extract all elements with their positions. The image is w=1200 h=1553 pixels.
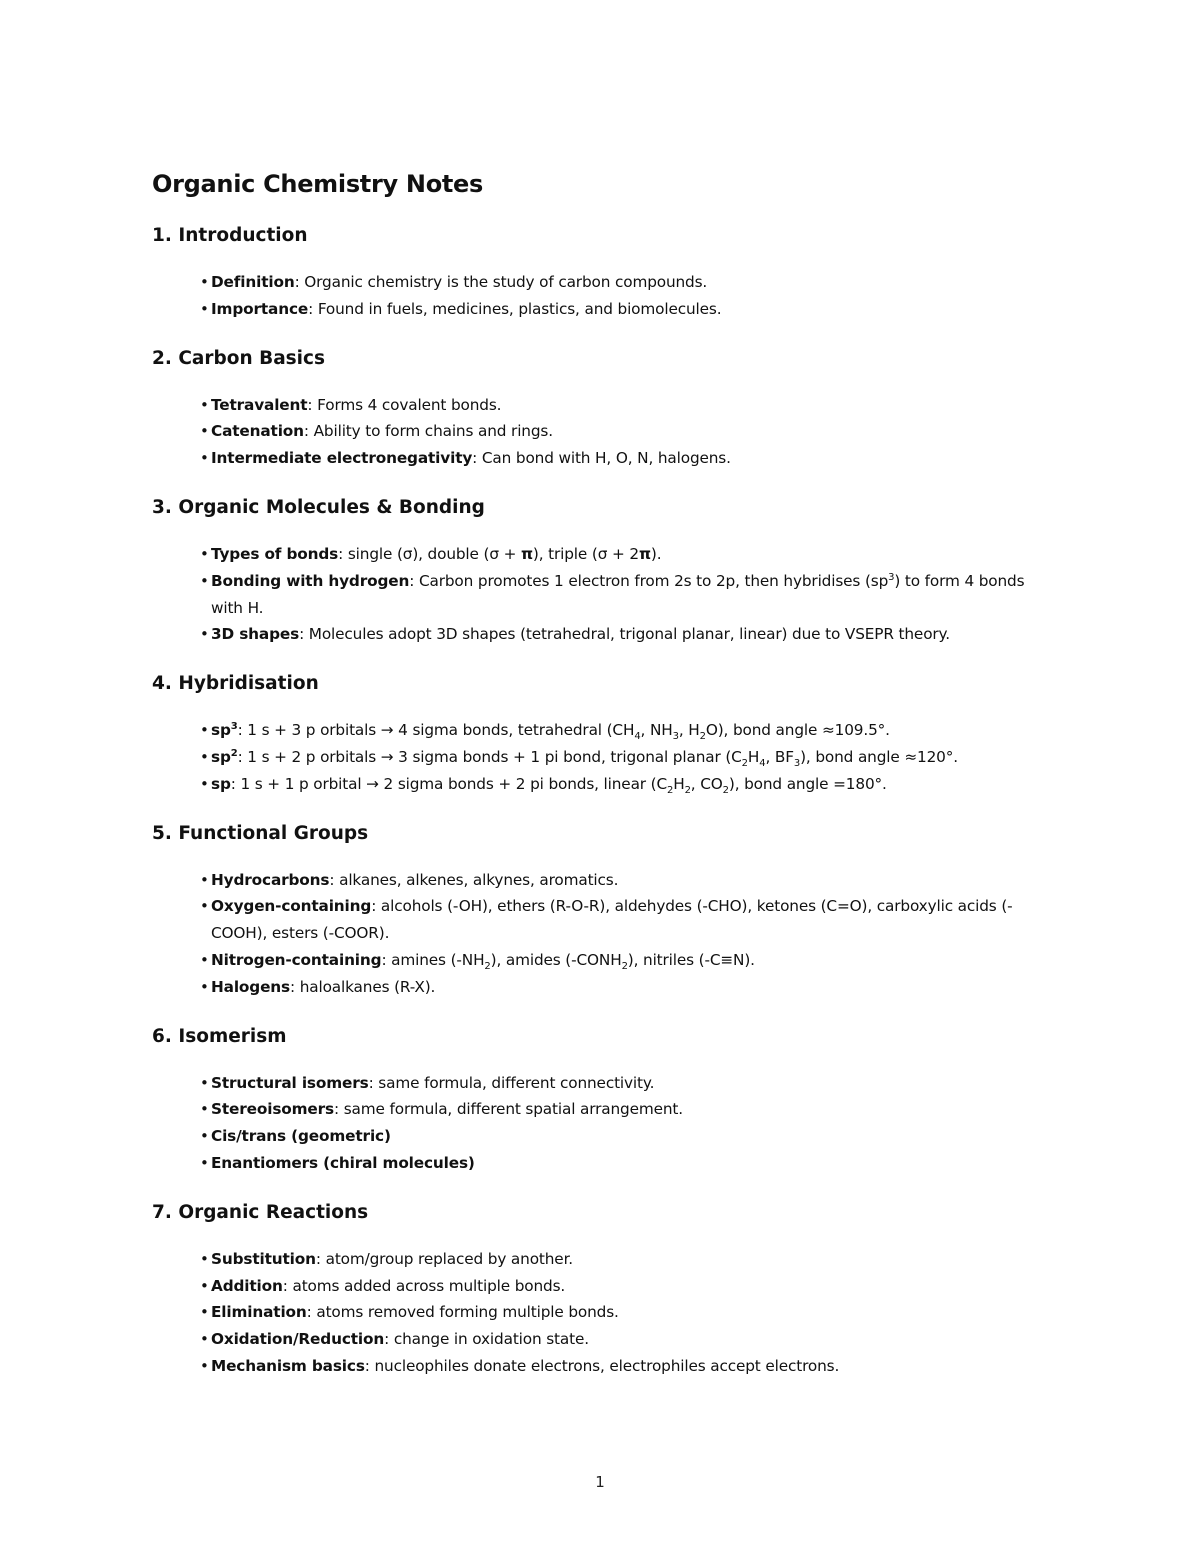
list-item bbox=[200, 893, 1052, 947]
item-description: : atom/group replaced by another. bbox=[315, 1249, 574, 1268]
item-description: : haloalkanes (R-X). bbox=[290, 977, 436, 996]
bullet-list bbox=[152, 392, 1052, 472]
item-term: Substitution bbox=[211, 1249, 316, 1268]
section-heading: 4. Hybridisation bbox=[152, 673, 319, 695]
bullet-icon: • bbox=[200, 544, 209, 563]
list-item bbox=[200, 717, 1052, 744]
list-item bbox=[200, 744, 1052, 771]
list-item bbox=[200, 392, 1052, 419]
list-item bbox=[200, 1246, 1052, 1273]
item-term: Addition bbox=[211, 1276, 283, 1295]
item-term: Oxidation/Reduction bbox=[211, 1330, 385, 1349]
item-description: : 1 s + 1 p orbital → 2 sigma bonds + 2 pi bonds, linear ($C_2H_2$, $CO_2$), bond angle =180°. bbox=[230, 774, 887, 796]
item-description: : 1 s + 3 p orbitals → 4 sigma bonds, tetrahedral ($CH_4$, $NH_3$, $H_2O$), bond angle ≈109.5°. bbox=[237, 721, 890, 743]
item-term: $sp^3$ bbox=[211, 721, 238, 740]
bullet-icon: • bbox=[200, 721, 209, 740]
item-description: : Found in fuels, medicines, plastics, and biomolecules. bbox=[308, 299, 722, 318]
list-item bbox=[200, 1273, 1052, 1300]
list-item bbox=[200, 445, 1052, 472]
section-heading: 1. Introduction bbox=[152, 225, 308, 246]
bullet-icon: • bbox=[200, 1073, 209, 1092]
bullet-icon: • bbox=[200, 747, 209, 766]
bullet-icon: • bbox=[200, 774, 209, 793]
item-term: Definition bbox=[211, 273, 295, 291]
item-description: : Forms 4 covalent bonds. bbox=[307, 395, 502, 414]
item-term: Types of bonds bbox=[211, 544, 339, 563]
bullet-list bbox=[152, 717, 1052, 797]
item-description: : single (σ), double (σ + π), triple (σ + 2π). bbox=[338, 544, 662, 563]
bullet-icon: • bbox=[200, 1356, 209, 1375]
item-description: : amines $(-NH_2)$, amides $(-CONH_2)$, nitriles (-C≡N). bbox=[381, 950, 755, 972]
item-term: Cis/trans (geometric) bbox=[211, 1127, 391, 1146]
list-item bbox=[200, 771, 1052, 798]
bullet-icon: • bbox=[200, 1100, 209, 1119]
section-3 bbox=[152, 495, 1052, 648]
bullet-icon: • bbox=[200, 870, 209, 889]
bullet-icon: • bbox=[200, 299, 209, 318]
list-item bbox=[200, 269, 1052, 296]
list-item bbox=[200, 1070, 1052, 1097]
item-description: : atoms added across multiple bonds. bbox=[282, 1276, 566, 1295]
bullet-list bbox=[152, 269, 1052, 323]
list-item bbox=[200, 541, 1052, 568]
bullet-list bbox=[152, 1070, 1052, 1177]
item-term: Importance bbox=[211, 299, 309, 318]
item-description: : Organic chemistry is the study of carbon compounds. bbox=[294, 273, 708, 291]
bullet-icon: • bbox=[200, 1330, 209, 1349]
item-term: Catenation bbox=[211, 422, 304, 441]
bullet-list bbox=[152, 867, 1052, 1001]
list-item bbox=[200, 947, 1052, 974]
bullet-icon: • bbox=[200, 950, 209, 969]
section-heading: 6. Isomerism bbox=[152, 1025, 287, 1047]
section-heading: 2. Carbon Basics bbox=[152, 347, 326, 369]
document-page bbox=[152, 168, 1052, 1380]
list-item bbox=[200, 1353, 1052, 1380]
item-term: Elimination bbox=[211, 1303, 307, 1322]
section-heading: 7. Organic Reactions bbox=[152, 1201, 369, 1223]
item-term: Intermediate electronegativity bbox=[211, 449, 473, 468]
item-description: : Molecules adopt 3D shapes (tetrahedral, trigonal planar, linear) due to VSEPR theory. bbox=[299, 625, 950, 644]
list-item bbox=[200, 974, 1052, 1001]
section-7 bbox=[152, 1200, 1052, 1380]
bullet-list bbox=[152, 1246, 1052, 1380]
item-description: : Ability to form chains and rings. bbox=[303, 422, 553, 441]
list-item bbox=[200, 1326, 1052, 1353]
bullet-icon: • bbox=[200, 1276, 209, 1295]
item-term: Mechanism basics bbox=[211, 1356, 365, 1375]
bullet-icon: • bbox=[200, 395, 209, 414]
list-item bbox=[200, 1096, 1052, 1123]
section-heading: 3. Organic Molecules & Bonding bbox=[152, 496, 485, 518]
bullet-icon: • bbox=[200, 897, 209, 916]
page-title: Organic Chemistry Notes bbox=[152, 170, 484, 198]
item-description: : same formula, different spatial arrangement. bbox=[334, 1100, 683, 1119]
list-item bbox=[200, 296, 1052, 323]
item-term: Halogens bbox=[211, 977, 290, 996]
item-term: sp bbox=[211, 774, 231, 793]
bullet-icon: • bbox=[200, 977, 209, 996]
item-term: Oxygen-containing bbox=[211, 897, 372, 916]
list-item bbox=[200, 1299, 1052, 1326]
item-term: $sp^2$ bbox=[211, 747, 238, 766]
item-term: Tetravalent bbox=[211, 395, 308, 414]
sections-container bbox=[152, 223, 1052, 1380]
bullet-icon: • bbox=[200, 571, 209, 590]
item-term: Enantiomers (chiral molecules) bbox=[211, 1153, 475, 1172]
bullet-icon: • bbox=[200, 449, 209, 468]
item-term: 3D shapes bbox=[211, 625, 300, 644]
item-term: Bonding with hydrogen bbox=[211, 571, 410, 590]
section-6 bbox=[152, 1024, 1052, 1177]
bullet-icon: • bbox=[200, 625, 209, 644]
list-item bbox=[200, 1123, 1052, 1150]
list-item bbox=[200, 568, 1052, 622]
page-number: 1 bbox=[595, 1473, 605, 1491]
item-term: Nitrogen-containing bbox=[211, 950, 382, 969]
bullet-icon: • bbox=[200, 1303, 209, 1322]
bullet-icon: • bbox=[200, 422, 209, 441]
bullet-icon: • bbox=[200, 1153, 209, 1172]
list-item bbox=[200, 418, 1052, 445]
list-item bbox=[200, 867, 1052, 894]
item-term: Stereoisomers bbox=[211, 1100, 335, 1119]
item-description: : atoms removed forming multiple bonds. bbox=[306, 1303, 619, 1322]
item-description: : nucleophiles donate electrons, electrophiles accept electrons. bbox=[364, 1356, 840, 1375]
section-heading: 5. Functional Groups bbox=[152, 822, 369, 844]
list-item bbox=[200, 621, 1052, 648]
item-description: : Carbon promotes 1 electron from 2s to 2p, then hybridises $(sp^3)$ to form 4 bonds with H. bbox=[211, 571, 1025, 617]
item-description: : same formula, different connectivity. bbox=[368, 1073, 655, 1092]
bullet-icon: • bbox=[200, 1249, 209, 1268]
item-term: Structural isomers bbox=[211, 1073, 369, 1092]
item-description: : change in oxidation state. bbox=[384, 1330, 589, 1349]
item-description: : alcohols (-OH), ethers (R-O-R), aldehydes (-CHO), ketones (C=O), carboxylic acids (-COOH), esters (-COOR). bbox=[211, 897, 1013, 943]
list-item bbox=[200, 1150, 1052, 1177]
item-description: : alkanes, alkenes, alkynes, aromatics. bbox=[329, 870, 619, 889]
bullet-icon: • bbox=[200, 273, 209, 291]
item-term: Hydrocarbons bbox=[211, 870, 330, 889]
bullet-list bbox=[152, 541, 1052, 648]
section-5 bbox=[152, 821, 1052, 1001]
section-1 bbox=[152, 223, 1052, 323]
item-description: : 1 s + 2 p orbitals → 3 sigma bonds + 1 pi bond, trigonal planar ($C_2H_4$, $BF_3$), bond angle ≈120°. bbox=[237, 747, 958, 770]
section-2 bbox=[152, 346, 1052, 472]
section-4 bbox=[152, 671, 1052, 797]
bullet-icon: • bbox=[200, 1127, 209, 1146]
item-description: : Can bond with H, O, N, halogens. bbox=[472, 449, 731, 468]
